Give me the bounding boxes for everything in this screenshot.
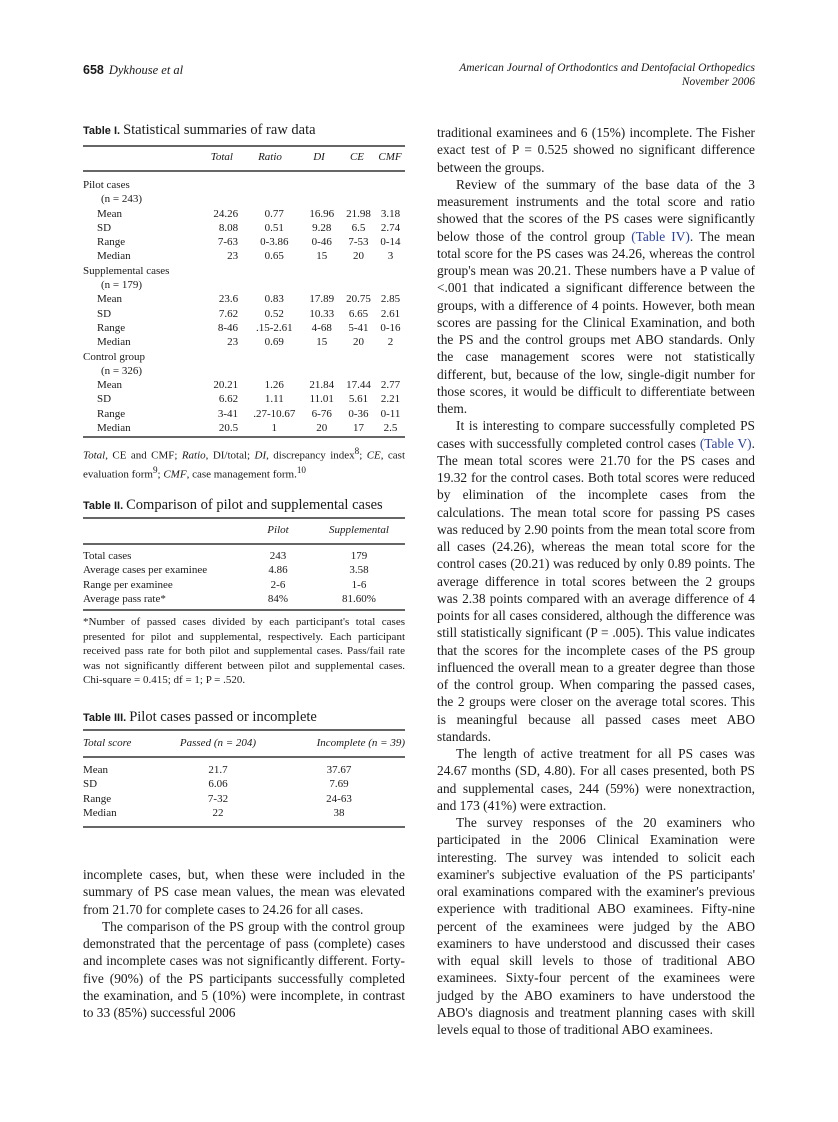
column-header xyxy=(83,523,243,537)
paragraph: traditional examinees and 6 (15%) incomplete. The Fisher exact test of P = 0.525 showed no significant difference between the groups. xyxy=(437,125,755,175)
table-row xyxy=(83,407,405,421)
table-cell: 16.96 xyxy=(309,207,335,220)
page-number: 658 xyxy=(83,63,104,77)
table-cell: 22 xyxy=(212,806,224,819)
table-cell: 8-46 xyxy=(217,321,239,334)
table-row xyxy=(83,763,405,777)
row-label: Median xyxy=(83,806,117,819)
table-2-header-row xyxy=(83,523,405,537)
table-cell: 6.06 xyxy=(208,778,228,791)
table-1-top-rule xyxy=(83,145,405,147)
table-row xyxy=(83,321,405,335)
table-cell: 5.61 xyxy=(348,393,369,406)
table-1-header xyxy=(83,150,405,164)
row-label: Average pass rate* xyxy=(83,592,166,605)
table-1-footnote: Total, CE and CMF; Ratio, DI/total; DI, discrepancy index$^8$; CE, cast evaluation form$^9$; CMF, case management form.$^{10}$ xyxy=(83,446,406,481)
table-cell: 9.28 xyxy=(312,221,332,234)
table-cell: 7.69 xyxy=(329,778,349,791)
running-header-journal xyxy=(459,62,755,89)
table-cell: 20 xyxy=(352,336,364,349)
table-cell: 3-41 xyxy=(217,407,239,420)
column-header: Ratio xyxy=(258,151,282,163)
table-cell: 24-63 xyxy=(326,792,352,805)
table-cell: 3 xyxy=(387,250,394,263)
table-cell: 20.75 xyxy=(346,293,371,306)
table-cell: 24.26 xyxy=(213,207,239,220)
table-cell: 37.67 xyxy=(326,764,352,776)
table-cell: 2.21 xyxy=(380,393,401,406)
row-label: Mean xyxy=(97,293,123,306)
table-2-title: Comparison of pilot and supplemental cases xyxy=(126,497,383,513)
table-cell: 20 xyxy=(316,422,328,435)
row-label: SD xyxy=(97,221,112,234)
row-label: Median xyxy=(97,336,131,349)
table-row xyxy=(83,278,405,292)
table-3-top-rule xyxy=(83,729,405,731)
table-cell: 10.33 xyxy=(309,307,335,320)
table-cell: 0.77 xyxy=(264,207,284,220)
table-row xyxy=(83,307,405,321)
column-header xyxy=(83,150,190,164)
table-2-top-rule xyxy=(83,517,405,519)
table-cell: 1 xyxy=(271,422,278,435)
table-3-caption xyxy=(83,709,317,726)
table-cell: 4.86 xyxy=(268,564,288,577)
table-iv-link[interactable]: (Table IV) xyxy=(631,228,690,244)
table-row xyxy=(83,350,405,364)
row-label: Range xyxy=(83,792,112,805)
table-cell: 6-76 xyxy=(311,407,332,420)
table-1-label: Table I. xyxy=(83,125,121,137)
group-n: (n = 243) xyxy=(101,193,143,206)
table-cell: 81.60% xyxy=(342,592,376,605)
table-cell: 23 xyxy=(227,250,239,263)
table-row xyxy=(83,292,405,306)
table-cell: 21.84 xyxy=(309,379,335,392)
table-cell: 0.52 xyxy=(264,307,284,320)
table-3-body xyxy=(83,763,405,820)
table-cell: 2.77 xyxy=(380,379,401,392)
row-label: Range xyxy=(97,236,126,249)
table-1-header-rule xyxy=(83,170,405,172)
running-authors: Dykhouse et al xyxy=(108,63,184,77)
table-row xyxy=(83,207,405,221)
table-row xyxy=(83,364,405,378)
group-n: (n = 326) xyxy=(101,364,143,377)
table-row xyxy=(83,792,405,806)
row-label: Total cases xyxy=(83,550,132,562)
column-header: Supplemental xyxy=(329,524,389,536)
table-cell: 0-36 xyxy=(348,407,369,420)
paragraph-text: Review of the summary of the base data of the 3 measurement instruments and the total score and ratio showed that the scores of the PS cases were significantly below those of the control group xyxy=(437,176,755,244)
table-cell: 11.01 xyxy=(309,393,334,406)
table-cell: 5-41 xyxy=(348,321,369,334)
table-cell: .15-2.61 xyxy=(255,321,293,334)
table-cell: 23.6 xyxy=(218,293,239,306)
journal-title: American Journal of Orthodontics and Dentofacial Orthopedics xyxy=(459,62,755,74)
table-row xyxy=(83,592,405,606)
table-cell: 17.89 xyxy=(309,293,335,306)
group-label: Control group xyxy=(83,350,146,363)
table-cell: 15 xyxy=(316,336,328,349)
table-1-title: Statistical summaries of raw data xyxy=(123,122,316,138)
table-row xyxy=(83,806,405,820)
table-1-header-row xyxy=(83,150,405,164)
table-cell: 0.65 xyxy=(264,250,284,263)
table-cell: 2.85 xyxy=(380,293,401,306)
table-cell: 20 xyxy=(352,250,364,263)
row-label: Range xyxy=(97,321,126,334)
column-header: CE xyxy=(349,151,365,163)
paragraph xyxy=(437,176,755,418)
group-label: Supplemental cases xyxy=(83,264,170,277)
column-header: Incomplete (n = 39) xyxy=(316,737,405,749)
table-1 xyxy=(83,122,405,139)
table-cell: 0-16 xyxy=(380,321,401,334)
table-v-link[interactable]: (Table V) xyxy=(699,435,752,451)
table-row xyxy=(83,378,405,392)
table-cell: 23 xyxy=(227,336,239,349)
column-header: DI xyxy=(313,151,325,163)
table-row xyxy=(83,249,405,263)
table-3-bottom-rule xyxy=(83,826,405,828)
group-n: (n = 179) xyxy=(101,279,143,292)
table-cell: 179 xyxy=(350,550,368,562)
table-cell: 21.98 xyxy=(346,207,371,220)
column-header: CMF xyxy=(378,151,402,163)
table-cell: 7.62 xyxy=(218,307,239,320)
table-cell: 0-3.86 xyxy=(260,236,289,249)
table-cell: 0-14 xyxy=(380,236,401,249)
row-label: Mean xyxy=(83,764,109,776)
group-label: Pilot cases xyxy=(83,179,130,191)
table-cell: 2.74 xyxy=(380,221,401,234)
table-cell: 0.69 xyxy=(264,336,284,349)
paragraph-text: . The mean total scores were 21.70 for the PS cases and 19.32 for the control cases. Both total scores were reduced by elimination of the incomplete cases from the calculations. The mean total score for passing PS cases was reduced by 2.90 points from the mean total score from all cases (24.26), whereas the mean total score for the control cases (20.21) was reduced by only 0.89 points. The average difference in total scores between the 2 groups was 2.38 points compared with an average difference of 4 points for all cases considered, although the difference was still statistically significant (P = .005). This value indicates that the scores for the incomplete cases of the PS group influenced the overall mean to a greater degree than those of the control group. When comparing the passed cases, the 2 groups were closer on the average total scores. This is meaningful because all passed cases meet ABO standards. xyxy=(437,435,755,744)
table-cell: 0-46 xyxy=(311,236,332,249)
table-cell: 0.51 xyxy=(264,221,284,234)
row-label: SD xyxy=(97,307,112,320)
table-cell: 17 xyxy=(352,422,364,435)
table-cell: 15 xyxy=(316,250,328,263)
table-cell: 7-32 xyxy=(207,792,229,805)
table-cell: 21.7 xyxy=(208,764,228,776)
table-2-header xyxy=(83,523,405,537)
table-2-bottom-rule xyxy=(83,609,405,611)
table-2-caption xyxy=(83,497,383,514)
table-row xyxy=(83,192,405,206)
table-cell: 6.5 xyxy=(351,221,366,234)
table-cell: 38 xyxy=(333,806,345,819)
table-cell: 4-68 xyxy=(311,321,332,334)
table-row xyxy=(83,264,405,278)
paragraph-text: . The mean total score for the PS cases was 24.26, whereas the control group's mean was 20.21. These numbers have a P value of <.001 that indicated a significant difference between the groups, with a difference of 4 points. However, both mean scores are passing for the Clinical Examination, and both the PS and the control groups met ABO standards. Only the case management scores were not statistically different, but, because of the low, single-digit number for those scores, it would be difficult to differentiate between them. xyxy=(437,228,755,416)
table-cell: 7-63 xyxy=(217,236,239,249)
table-cell: 1.26 xyxy=(264,379,284,392)
table-cell: 20.5 xyxy=(218,422,239,435)
table-3-label: Table III. xyxy=(83,712,127,724)
paragraph: The survey responses of the 20 examiners who participated in the 2006 Clinical Examination were interesting. The survey was intended to solicit each examiner's subjective evaluation of the PS participants' oral examinations compared with the examiner's previous experience with traditional ABO examinees. Fifty-nine percent of the examinees were judged by the ABO examiners to have understood and discussed their cases with equal skill levels to those of traditional ABO examinees. Sixty-four percent of the examinees were judged by the ABO examiners to have understood the ABO's diagnosis and treatment planning cases with skill levels equal to those of traditional ABO examinees. xyxy=(437,815,755,1037)
table-3-title: Pilot cases passed or incomplete xyxy=(129,709,317,725)
table-cell: 2.5 xyxy=(383,422,398,435)
table-cell: 6.65 xyxy=(348,307,369,320)
table-cell: 0.83 xyxy=(264,293,284,306)
row-label: Range xyxy=(97,407,126,420)
table-cell: .27-10.67 xyxy=(253,407,296,420)
running-header-left xyxy=(83,61,183,79)
table-cell: 8.08 xyxy=(218,221,239,234)
table-cell: 84% xyxy=(267,592,289,605)
table-cell: 1-6 xyxy=(351,578,367,591)
table-2-body xyxy=(83,549,405,606)
table-cell: 3.18 xyxy=(380,207,401,220)
row-label: Median xyxy=(97,250,131,263)
table-cell: 7-53 xyxy=(348,236,369,249)
row-label: Average cases per examinee xyxy=(83,564,208,577)
table-cell: 0-11 xyxy=(380,407,401,420)
row-label: Median xyxy=(97,422,131,435)
row-label: Mean xyxy=(97,207,123,220)
row-label: Range per examinee xyxy=(83,578,173,591)
column-header: Total xyxy=(210,151,233,163)
row-label: SD xyxy=(83,778,98,791)
table-2-footnote: *Number of passed cases divided by each participant's total cases presented for pilot and supplemental, respectively. Each participant received pass rate for both pilot and supplemental cases. Pass/fail rate was not significantly different between pilot and supplemental cases. Chi-square = 0.415; df = 1; P = .520. xyxy=(83,616,405,686)
journal-issue-date: November 2006 xyxy=(681,75,755,88)
table-3-header-rule xyxy=(83,756,405,758)
table-1-caption xyxy=(83,122,405,139)
table-2-label: Table II. xyxy=(83,500,124,512)
table-row xyxy=(83,578,405,592)
table-cell: 2-6 xyxy=(270,578,286,591)
table-row xyxy=(83,221,405,235)
table-1-bottom-rule xyxy=(83,436,405,438)
column-header: Pilot xyxy=(267,524,289,536)
table-cell: 243 xyxy=(269,550,287,562)
table-3-header-row xyxy=(83,736,405,750)
left-column-body xyxy=(83,866,405,1021)
column-header: Passed (n = 204) xyxy=(179,737,257,749)
table-cell: 20.21 xyxy=(213,379,239,392)
table-row xyxy=(83,335,405,349)
table-row xyxy=(83,421,405,435)
table-row xyxy=(83,563,405,577)
table-row xyxy=(83,235,405,249)
column-header: Total score xyxy=(83,737,132,749)
paragraph: The comparison of the PS group with the control group demonstrated that the percentage of pass (complete) cases and incomplete cases was not significantly different. Forty-five (90%) of the PS participants successfully completed the examination, and 5 (10%) were incomplete, in contrast to 33 (85%) successful 2006 xyxy=(83,918,405,1020)
table-2-header-rule xyxy=(83,543,405,545)
table-cell: 17.44 xyxy=(346,379,371,392)
table-row xyxy=(83,178,405,192)
table-row xyxy=(83,777,405,791)
table-row xyxy=(83,392,405,406)
table-cell: 2.61 xyxy=(380,307,401,320)
table-cell: 1.11 xyxy=(264,393,284,406)
table-1-body xyxy=(83,178,405,435)
paragraph xyxy=(437,417,755,745)
row-label: SD xyxy=(97,393,112,406)
paragraph: The length of active treatment for all PS cases was 24.67 months (SD, 4.80). For all cases presented, both PS and supplemental cases, 244 (59%) were nonextraction, and 173 (41%) were extraction. xyxy=(437,746,755,813)
row-label: Mean xyxy=(97,379,123,392)
table-row xyxy=(83,549,405,563)
paragraph: incomplete cases, but, when these were included in the summary of PS case mean values, the mean was elevated from 21.70 for complete cases to 24.26 for all cases. xyxy=(83,867,405,917)
table-cell: 2 xyxy=(387,336,394,349)
right-column-body xyxy=(437,124,755,1038)
table-3-header xyxy=(83,736,405,750)
table-cell: 3.58 xyxy=(349,564,369,577)
paragraph-text: It is interesting to compare successfully completed PS cases with successfully completed control cases xyxy=(437,418,755,451)
table-cell: 6.62 xyxy=(218,393,239,406)
